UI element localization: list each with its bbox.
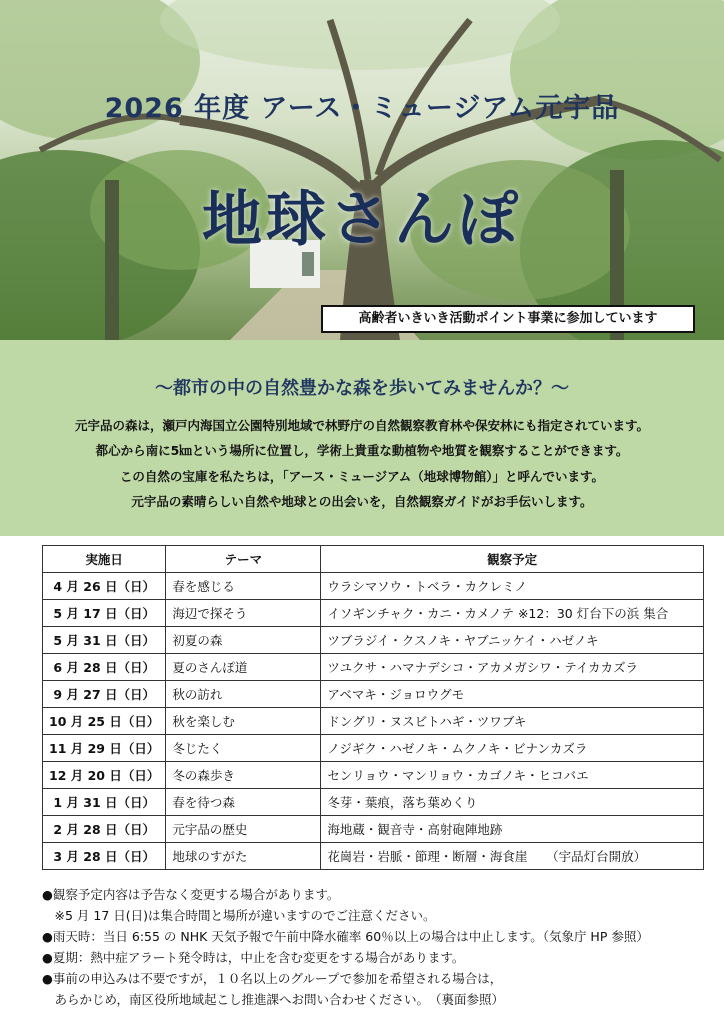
event-plan: ツユクサ・ハマナデシコ・アカメガシワ・テイカカズラ <box>321 654 704 681</box>
event-plan: ツブラジイ・クスノキ・ヤブニッケイ・ハゼノキ <box>321 627 704 654</box>
event-theme: 初夏の森 <box>166 627 321 654</box>
event-theme: 秋を楽しむ <box>166 708 321 735</box>
hero-photo <box>0 0 724 340</box>
table-header-row <box>43 546 704 573</box>
event-theme: 春を待つ森 <box>166 789 321 816</box>
event-plan: ウラシマソウ・トベラ・カクレミノ <box>321 573 704 600</box>
event-date: 11 月 29 日（日） <box>43 735 166 762</box>
event-theme: 春を感じる <box>166 573 321 600</box>
note-line: ●事前の申込みは不要ですが，１０名以上のグループで参加を希望される場合は， <box>42 971 503 986</box>
event-theme: 夏のさんぽ道 <box>166 654 321 681</box>
table-row <box>43 681 704 708</box>
event-plan: イソギンチャク・カニ・カメノテ ※12：30 灯台下の浜 集合 <box>321 600 704 627</box>
table-row <box>43 708 704 735</box>
event-date: 2 月 28 日（日） <box>43 816 166 843</box>
event-date: 10 月 25 日（日） <box>43 708 166 735</box>
event-theme: 冬じたく <box>166 735 321 762</box>
event-plan: 冬芽・葉痕，落ち葉めくり <box>321 789 704 816</box>
column-header-plan: 観察予定 <box>321 546 704 573</box>
event-plan: センリョウ・マンリョウ・カゴノキ・ヒコバエ <box>321 762 704 789</box>
column-header-date: 実施日 <box>43 546 166 573</box>
table-row <box>43 816 704 843</box>
notes-section <box>42 884 712 1010</box>
note-line: ※5 月 17 日(日)は集合時間と場所が違いますのでご注意ください。 <box>42 908 436 923</box>
table-row <box>43 735 704 762</box>
program-badge: 高齢者いきいき活動ポイント事業に参加しています <box>321 305 695 333</box>
event-plan: 海地蔵・観音寺・高射砲陣地跡 <box>321 816 704 843</box>
table-row <box>43 600 704 627</box>
event-date: 5 月 17 日（日） <box>43 600 166 627</box>
year-title: 2026 年度 アース・ミュージアム元宇品 <box>104 93 620 124</box>
event-date: 4 月 26 日（日） <box>43 573 166 600</box>
intro-line: 元宇品の素晴らしい自然や地球との出会いを，自然観察ガイドがお手伝いします。 <box>131 494 593 509</box>
event-theme: 海辺で探そう <box>166 600 321 627</box>
intro-heading: ～都市の中の自然豊かな森を歩いてみませんか？～ <box>155 378 569 399</box>
event-date: 12 月 20 日（日） <box>43 762 166 789</box>
event-date: 5 月 31 日（日） <box>43 627 166 654</box>
intro-section <box>0 340 724 536</box>
main-title: 地球さんぽ <box>202 185 522 255</box>
event-date: 3 月 28 日（日） <box>43 843 166 870</box>
table-row <box>43 573 704 600</box>
table-row <box>43 762 704 789</box>
intro-line: 元宇品の森は，瀬戸内海国立公園特別地域で林野庁の自然観察教育林や保安林にも指定されています。 <box>74 418 649 433</box>
event-theme: 秋の訪れ <box>166 681 321 708</box>
note-line: あらかじめ，南区役所地域起こし推進課へお問い合わせください。 （裏面参照） <box>42 992 505 1007</box>
schedule-table <box>42 545 704 870</box>
note-line: ●夏期：熱中症アラート発令時は，中止を含む変更をする場合があります。 <box>42 950 465 965</box>
note-line: ●雨天時：当日 6:55 の NHK 天気予報で午前中降水確率 60％以上の場合は中止します。（気象庁 HP 参照） <box>42 929 649 944</box>
event-plan: 花崗岩・岩脈・節理・断層・海食崖 （宇品灯台開放） <box>321 843 704 870</box>
table-row <box>43 843 704 870</box>
event-date: 1 月 31 日（日） <box>43 789 166 816</box>
event-theme: 冬の森歩き <box>166 762 321 789</box>
intro-line: この自然の宝庫を私たちは，「アース・ミュージアム（地球博物館）」と呼んでいます。 <box>119 469 605 484</box>
intro-line: 都心から南に5㎞という場所に位置し，学術上貴重な動植物や地質を観察することができます。 <box>95 443 629 458</box>
table-row <box>43 654 704 681</box>
event-plan: ノジギク・ハゼノキ・ムクノキ・ビナンカズラ <box>321 735 704 762</box>
column-header-theme: テーマ <box>166 546 321 573</box>
table-row <box>43 627 704 654</box>
event-date: 9 月 27 日（日） <box>43 681 166 708</box>
event-date: 6 月 28 日（日） <box>43 654 166 681</box>
event-plan: ドングリ・ヌスビトハギ・ツワブキ <box>321 708 704 735</box>
event-plan: アベマキ・ジョロウグモ <box>321 681 704 708</box>
note-line: ●観察予定内容は予告なく変更する場合があります。 <box>42 887 340 902</box>
event-theme: 地球のすがた <box>166 843 321 870</box>
table-row <box>43 789 704 816</box>
forest-illustration <box>0 0 724 340</box>
event-theme: 元宇品の歴史 <box>166 816 321 843</box>
